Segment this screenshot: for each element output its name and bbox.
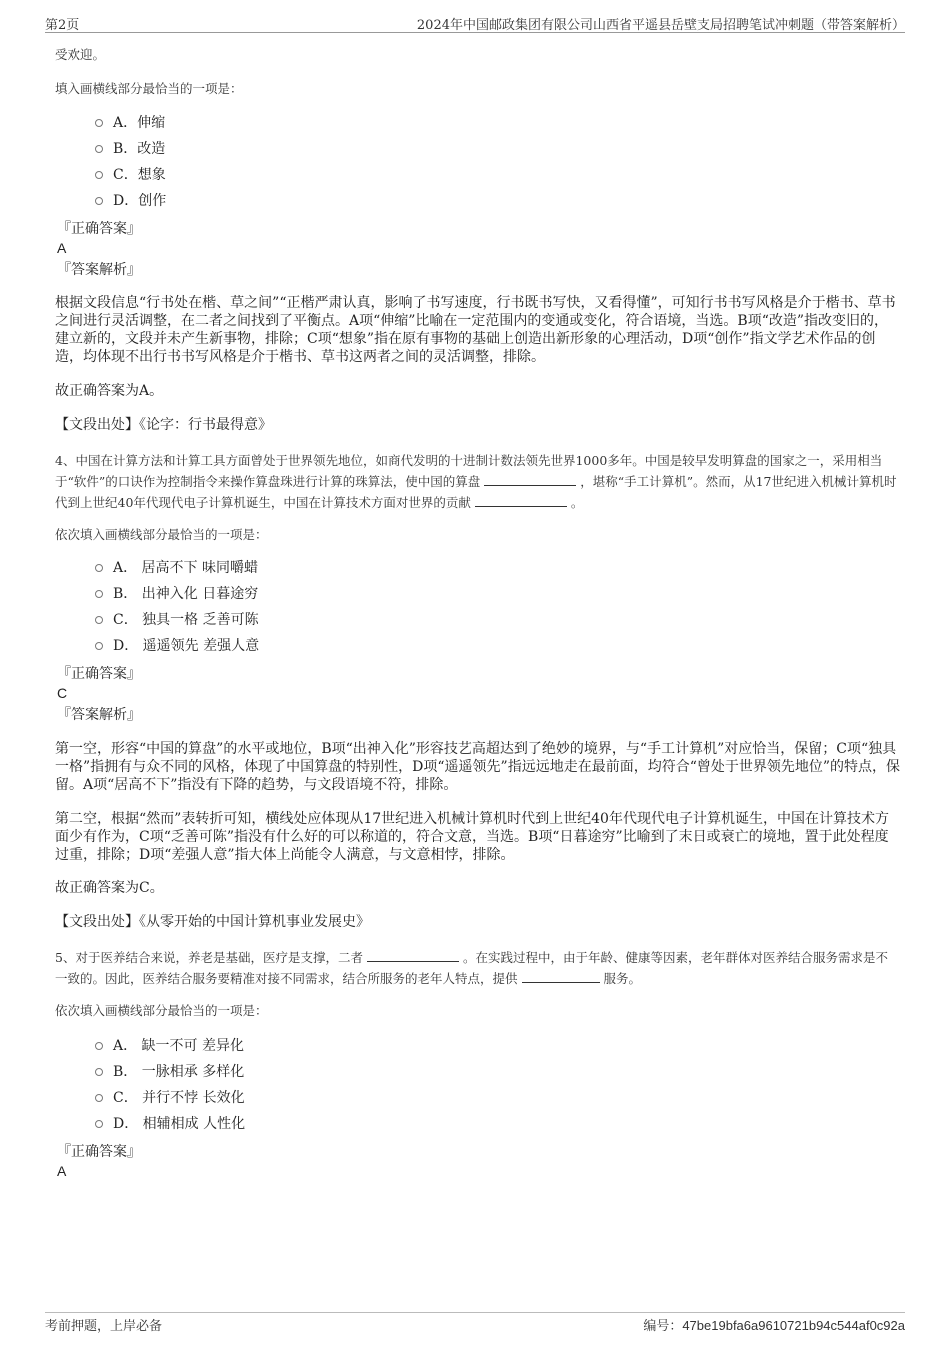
radio-icon[interactable] (95, 1094, 103, 1102)
q4-option-b[interactable]: B． 出神入化 日暮途穷 (95, 581, 940, 607)
document-id: 编号：47be19bfa6a9610721b94c544af0c92a (643, 1318, 905, 1333)
footer-slogan: 考前押题，上岸必备 (45, 1319, 163, 1334)
q3-option-a[interactable]: A．伸缩 (95, 110, 940, 136)
q3-source: 【文段出处】《论字：行书最得意》 (55, 417, 272, 433)
blank-line (475, 493, 567, 507)
radio-icon[interactable] (95, 145, 103, 153)
q3-answer-label: 『正确答案』 (57, 221, 141, 237)
radio-icon[interactable] (95, 1068, 103, 1076)
q4-conclusion: 故正确答案为C。 (55, 880, 164, 896)
q4-prompt: 依次填入画横线部分最恰当的一项是： (55, 527, 268, 542)
q4-answer-label: 『正确答案』 (57, 666, 141, 682)
q4-option-d[interactable]: D． 遥遥领先 差强人意 (95, 633, 940, 659)
radio-icon[interactable] (95, 642, 103, 650)
q5-options (95, 1033, 940, 1137)
q4-question: 4、中国在计算方法和计算工具方面曾处于世界领先地位，如商代发明的十进制计数法领先世界1000多年。中国是较早发明算盘的国家之一，采用相当于“软件”的口诀作为控制指令来操作算盘珠进行计算的珠算法，使中国的算盘 ，堪称“手工计算机”。然而，从17世纪进入机械计算机时代到上世纪40年代现代电子计算机诞生，中国在计算技术方面对世界的贡献 。 (55, 453, 897, 510)
q5-prompt: 依次填入画横线部分最恰当的一项是： (55, 1003, 268, 1018)
page-footer (45, 1312, 905, 1335)
q4-analysis-1: 第一空，形容“中国的算盘”的水平或地位，B项“出神入化”形容技艺高超达到了绝妙的境界，与“手工计算机”对应恰当，保留；C项“独具一格”指拥有与众不同的风格，体现了中国算盘的特别性，D项“遥遥领先”指远远地走在最前面，均符合“曾处于世界领先地位”的特点，保留。A项“居高不下”指没有下降的趋势，与文段语境不符，排除。 (55, 741, 901, 793)
blank-line (367, 948, 459, 962)
q5-option-c[interactable]: C． 并行不悖 长效化 (95, 1085, 940, 1111)
q5-answer-label: 『正确答案』 (57, 1144, 141, 1160)
q3-option-d[interactable]: D．创作 (95, 188, 940, 214)
document-title: 2024年中国邮政集团有限公司山西省平遥县岳壁支局招聘笔试冲刺题（带答案解析） (416, 18, 905, 33)
radio-icon[interactable] (95, 590, 103, 598)
q5-answer: A (57, 1163, 67, 1179)
q3-analysis: 根据文段信息“行书处在楷、草之间”“正楷严肃认真，影响了书写速度，行书既书写快，又看得懂”，可知行书书写风格是介于楷书、草书之间进行灵活调整，在二者之间找到了平衡点。A项“伸缩”比喻在一定范围内的变通或变化，符合语境，当选。B项“改造”指改变旧的，建立新的，文段并未产生新事物，排除；C项“想象”指在原有事物的基础上创造出新形象的心理活动，D项“创作”指文学艺术作品的创造，均体现不出行书书写风格是介于楷书、草书这两者之间的灵活调整，排除。 (55, 295, 896, 365)
q3-analysis-label: 『答案解析』 (57, 262, 141, 278)
q4-analysis-label: 『答案解析』 (57, 707, 141, 723)
q3-option-b[interactable]: B．改造 (95, 136, 940, 162)
page-number: 第2页 (45, 18, 80, 33)
q3-answer: A (57, 240, 67, 256)
radio-icon[interactable] (95, 564, 103, 572)
radio-icon[interactable] (95, 119, 103, 127)
q5-option-a[interactable]: A． 缺一不可 差异化 (95, 1033, 940, 1059)
q4-options (95, 555, 940, 659)
q3-prompt: 填入画横线部分最恰当的一项是： (55, 81, 243, 96)
radio-icon[interactable] (95, 1042, 103, 1050)
q4-option-a[interactable]: A． 居高不下 味同嚼蜡 (95, 555, 940, 581)
q3-options (95, 110, 940, 214)
q4-option-c[interactable]: C． 独具一格 乏善可陈 (95, 607, 940, 633)
q4-source: 【文段出处】《从零开始的中国计算机事业发展史》 (55, 914, 370, 930)
q5-option-d[interactable]: D． 相辅相成 人性化 (95, 1111, 940, 1137)
q4-answer: C (57, 685, 68, 701)
page-header (45, 14, 905, 33)
q4-analysis-2: 第二空，根据“然而”表转折可知，横线处应体现从17世纪进入机械计算机时代到上世纪40年代现代电子计算机诞生，中国在计算技术方面少有作为，C项“乏善可陈”指没有什么好的可以称道的，符合文意，当选。B项“日暮途穷”比喻到了末日或衰亡的境地，置于此处程度过重，排除；D项“差强人意”指大体上尚能令人满意，与文意相悖，排除。 (55, 811, 889, 863)
radio-icon[interactable] (95, 1120, 103, 1128)
blank-line (484, 472, 576, 486)
q5-option-b[interactable]: B． 一脉相承 多样化 (95, 1059, 940, 1085)
q3-tail: 受欢迎。 (55, 47, 106, 62)
radio-icon[interactable] (95, 197, 103, 205)
q5-question: 5、对于医养结合来说，养老是基础，医疗是支撑，二者 。在实践过程中，由于年龄、健康等因素，老年群体对医养结合服务需求是不一致的。因此，医养结合服务要精准对接不同需求，结合所服务的老年人特点，提供 服务。 (55, 950, 888, 986)
radio-icon[interactable] (95, 171, 103, 179)
blank-line (522, 969, 600, 983)
q3-conclusion: 故正确答案为A。 (55, 383, 164, 399)
radio-icon[interactable] (95, 616, 103, 624)
q3-option-c[interactable]: C．想象 (95, 162, 940, 188)
